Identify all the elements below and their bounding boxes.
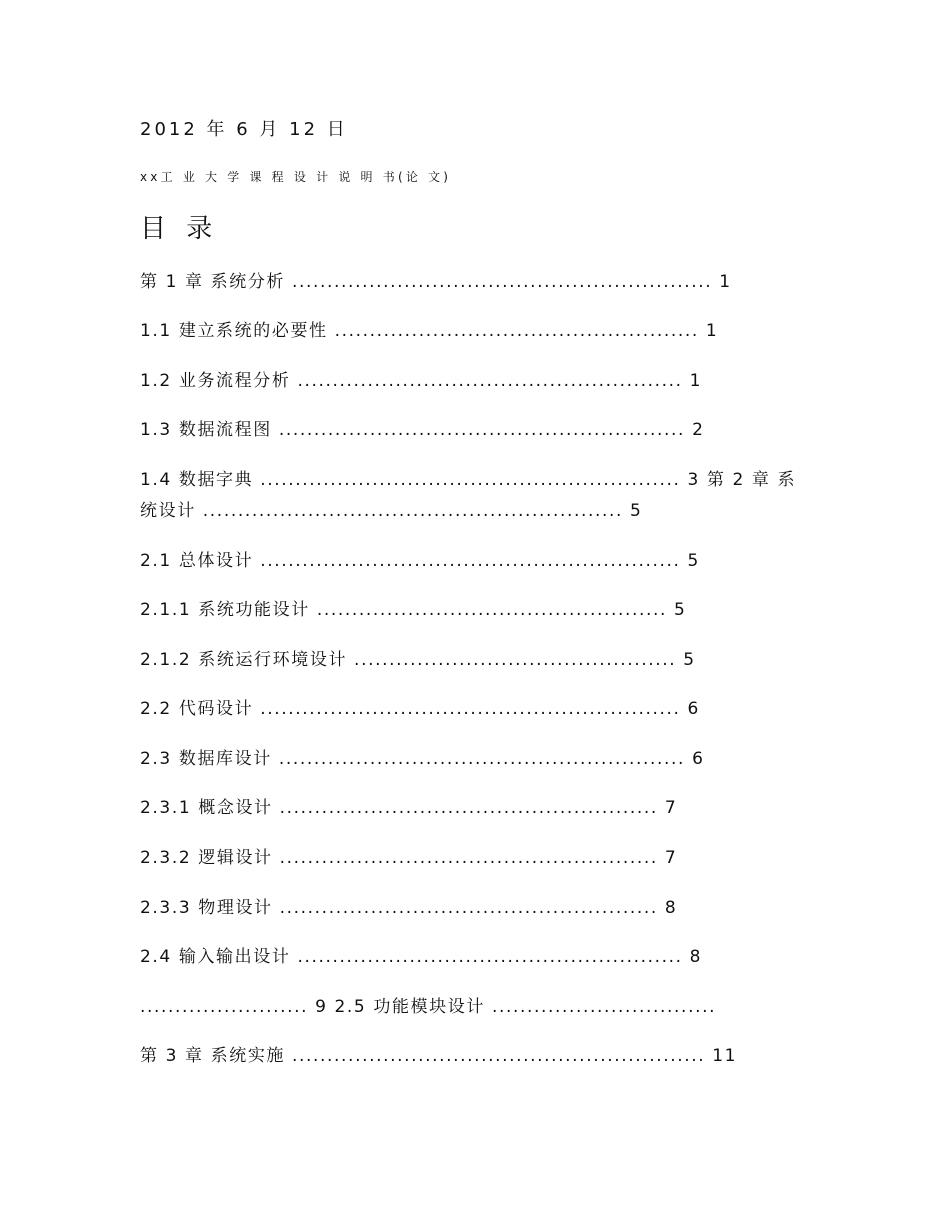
toc-entry-2-3-2: 2.3.2 逻辑设计 ...................................................... 7: [140, 848, 678, 868]
toc-entry-ch1: 第 1 章 系统分析 ............................................................ 1: [140, 272, 732, 292]
toc-entry-2-2: 2.2 代码设计 ............................................................ 6: [140, 699, 700, 719]
toc-entry-2-5: ........................ 9 2.5 功能模块设计 ................................: [140, 997, 717, 1017]
toc-entry-2-1: 2.1 总体设计 ............................................................ 5: [140, 551, 700, 571]
toc-heading: 目 录: [140, 214, 219, 244]
toc-entry-2-3-1: 2.3.1 概念设计 ...................................................... 7: [140, 798, 678, 818]
toc-entry-1-1: 1.1 建立系统的必要性 .................................................... 1: [140, 321, 719, 341]
toc-entry-2-3-3: 2.3.3 物理设计 ...................................................... 8: [140, 898, 678, 918]
document-subtitle: xx工 业 大 学 课 程 设 计 说 明 书(论 文): [140, 170, 452, 184]
toc-entry-2-1-1: 2.1.1 系统功能设计 .................................................. 5: [140, 600, 687, 620]
toc-entry-2-4: 2.4 输入输出设计 ....................................................... 8: [140, 947, 703, 967]
toc-entry-1-2: 1.2 业务流程分析 ....................................................... 1: [140, 371, 703, 391]
toc-entry-2-1-2: 2.1.2 系统运行环境设计 .............................................. 5: [140, 650, 696, 670]
toc-entry-ch3: 第 3 章 系统实施 ........................................................... 11: [140, 1046, 738, 1066]
toc-entry-1-3: 1.3 数据流程图 .......................................................... 2: [140, 420, 705, 440]
date-line: 2012 年 6 月 12 日: [140, 119, 348, 140]
toc-entry-1-4-ch2: 1.4 数据字典 ............................................................ 3 第 2 章 系统设计 ............................................................ 5: [140, 470, 797, 521]
toc-entry-2-3: 2.3 数据库设计 .......................................................... 6: [140, 749, 705, 769]
